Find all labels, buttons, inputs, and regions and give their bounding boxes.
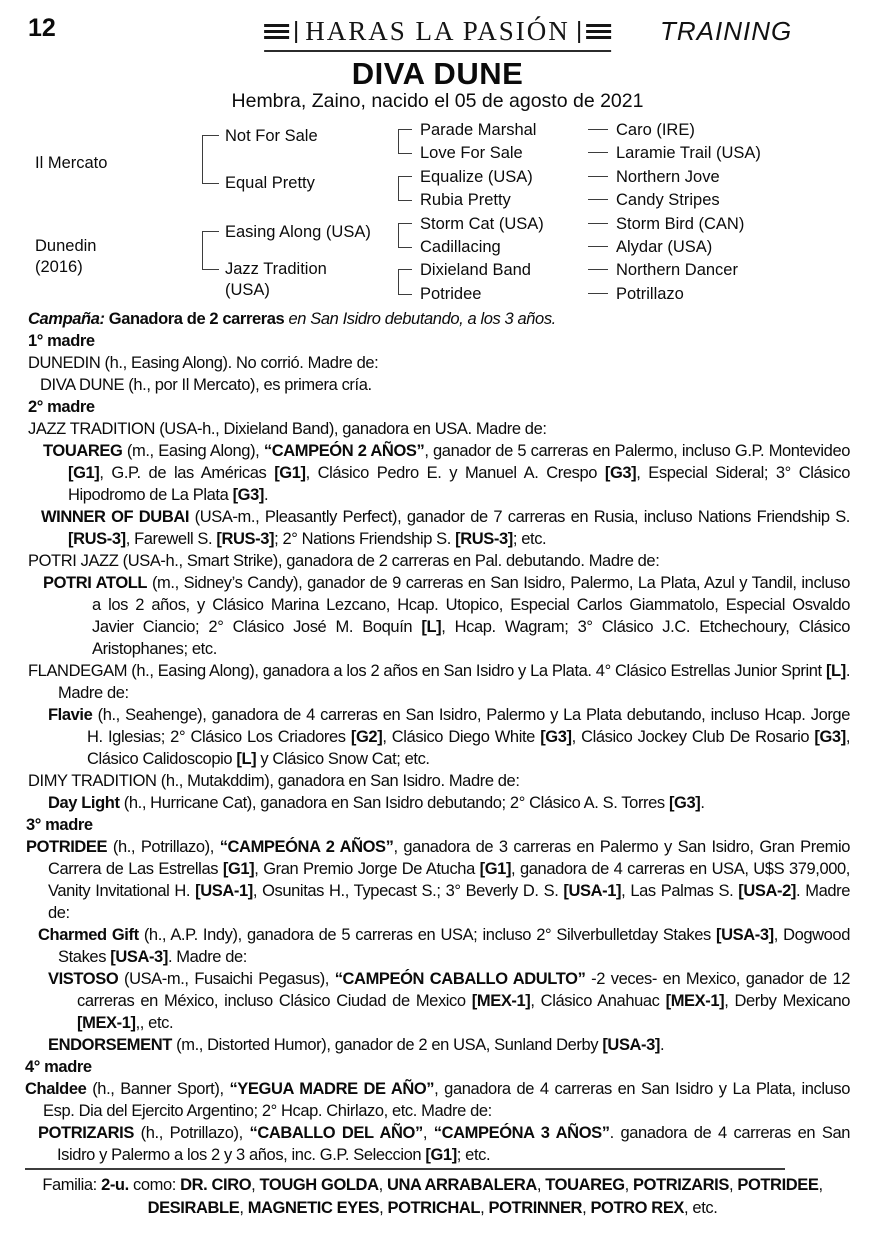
note-paragraph-flandegam xyxy=(0,660,875,704)
gen3-bracket-icon xyxy=(398,129,412,154)
note-paragraph-chaldee xyxy=(0,1078,875,1122)
note-paragraph-endorsement xyxy=(0,1034,875,1056)
text-segment: 3° madre xyxy=(26,816,93,834)
text-segment: . Madre de: xyxy=(58,662,850,702)
text-segment: (h., Banner Sport), xyxy=(86,1080,230,1098)
text-segment: Day Light xyxy=(48,794,120,812)
gen4-dash-icon xyxy=(588,223,608,224)
text-segment: [G1] xyxy=(68,464,100,482)
text-segment: DUNEDIN (h., Easing Along). No corrió. Madre de: xyxy=(28,354,379,372)
text-segment: [G3] xyxy=(814,728,846,746)
pedigree-name-gen3: Equalize (USA) xyxy=(420,167,533,186)
pedigree-name-line: Easing Along (USA) xyxy=(225,223,371,241)
note-paragraph-madre-2-header xyxy=(0,396,875,418)
pedigree-name-gen4: Alydar (USA) xyxy=(616,238,713,256)
pedigree-name-line: (USA) xyxy=(225,281,270,299)
text-segment: [G1] xyxy=(222,860,255,878)
text-segment: Flavie xyxy=(48,706,93,724)
note-paragraph-jazz-tradition xyxy=(0,418,875,440)
text-segment: “CAMPEÓN 2 AÑOS” xyxy=(263,442,425,460)
text-segment: , Farewell S. xyxy=(125,530,217,548)
text-segment: [RUS-3] xyxy=(216,530,275,548)
text-segment: , ganadora de 4 carreras en USA, U$S 379,000, Vanity Invitational H. xyxy=(48,860,850,900)
text-segment: ENDORSEMENT xyxy=(48,1036,172,1054)
text-segment: [USA-2] xyxy=(738,882,796,900)
pedigree-name-gen3: Love For Sale xyxy=(420,144,523,163)
text-segment: DIMY TRADITION (h., Mutakddim), ganadora en San Isidro. Madre de: xyxy=(28,772,520,790)
pedigree-name-gen2 xyxy=(225,222,371,243)
text-segment: [G1] xyxy=(274,464,306,482)
note-paragraph-day-light xyxy=(0,792,875,814)
text-segment: . Madre de: xyxy=(48,882,850,922)
text-segment: , xyxy=(239,1199,248,1217)
pedigree-name-gen1 xyxy=(35,236,96,278)
text-segment: [G1] xyxy=(425,1146,457,1164)
text-segment: , xyxy=(728,1176,738,1194)
text-segment: , xyxy=(251,1176,260,1194)
text-segment: [USA-3] xyxy=(602,1036,661,1054)
pedigree-name-gen1 xyxy=(35,153,107,174)
pedigree-name-gen3: Storm Cat (USA) xyxy=(420,214,544,233)
note-paragraph-diva-dune xyxy=(0,374,875,396)
text-segment: , xyxy=(624,1176,634,1194)
text-segment: POTRICHAL xyxy=(387,1199,481,1217)
text-segment: JAZZ TRADITION (USA-h., Dixieland Band), ganadora en USA. Madre de: xyxy=(28,420,547,438)
text-segment: POTRINNER xyxy=(488,1199,583,1217)
text-segment: POTRIDEE xyxy=(26,838,108,856)
text-segment: “CAMPEÓN CABALLO ADULTO” xyxy=(334,970,586,988)
text-segment: POTRO REX xyxy=(590,1199,685,1217)
text-segment: 2-u. xyxy=(101,1176,129,1194)
text-segment: [L] xyxy=(236,750,257,768)
logo-vbar-left-icon xyxy=(295,21,298,43)
text-segment: (h., Potrillazo), xyxy=(133,1124,250,1142)
note-paragraph-touareg xyxy=(0,440,875,506)
pedigree-name-gen4: Storm Bird (CAN) xyxy=(616,214,745,233)
text-segment: . xyxy=(700,794,705,812)
text-segment: ; etc. xyxy=(512,530,547,548)
text-segment: [USA-3] xyxy=(716,926,774,944)
text-segment: , Las Palmas S. xyxy=(621,882,739,900)
pedigree-name-gen4: Laramie Trail (USA) xyxy=(616,144,761,163)
text-segment: , xyxy=(818,1176,823,1194)
text-segment: VISTOSO xyxy=(48,970,119,988)
pedigree-name-gen4: Potrillazo xyxy=(616,284,684,303)
text-segment: , ganadora de 4 carreras en San Isidro y La Plata, incluso Esp. Dia del Ejercito Argentino; 2° Hcap. Chirlazo, etc. Madre de: xyxy=(43,1080,850,1120)
note-paragraph-potridee xyxy=(0,836,875,924)
gen3-bracket-icon xyxy=(398,223,412,248)
text-segment: [G3] xyxy=(232,486,264,504)
note-paragraph-potri-jazz xyxy=(0,550,875,572)
pedigree-name-line: Il Mercato xyxy=(35,154,108,172)
note-paragraph-madre-1-header xyxy=(0,330,875,352)
text-segment: , ganadora de 3 carreras en Palermo y San Isidro, Gran Premio Carrera de Las Estrellas xyxy=(48,838,850,878)
logo-vbar-right-icon xyxy=(578,21,581,43)
text-segment: POTRI ATOLL xyxy=(43,574,148,592)
pedigree-name-line: Equal Pretty xyxy=(225,174,315,192)
note-paragraph-vistoso xyxy=(0,968,875,1034)
note-paragraph-campana xyxy=(0,308,875,330)
pedigree-name-gen3: Rubia Pretty xyxy=(420,191,511,210)
text-segment: DESIRABLE xyxy=(147,1199,240,1217)
text-segment: en San Isidro debutando, a los 3 años. xyxy=(288,310,556,328)
text-segment: . xyxy=(263,486,269,504)
text-segment: , xyxy=(480,1199,489,1217)
text-segment: , etc. xyxy=(684,1199,718,1217)
text-segment: , xyxy=(422,1124,434,1142)
page-number: 12 xyxy=(28,14,56,42)
text-segment: DR. CIRO xyxy=(180,1176,252,1194)
text-segment: POTRIDEE xyxy=(737,1176,819,1194)
text-segment: , xyxy=(378,1176,387,1194)
pedigree-name-gen3: Parade Marshal xyxy=(420,121,537,139)
note-paragraph-potrizaris xyxy=(0,1122,875,1166)
text-segment: , Dogwood Stakes xyxy=(58,926,850,966)
text-segment: (m., Easing Along), xyxy=(122,442,264,460)
gen3-bracket-icon xyxy=(398,176,412,201)
note-paragraph-winner-of-dubai xyxy=(0,506,875,550)
horse-name-title: DIVA DUNE xyxy=(351,56,524,91)
text-segment: (m., Sidney’s Candy), ganador de 9 carreras en San Isidro, Palermo, La Plata, Azul y Tandil, incluso a los 2 años, y Clásico Marina Lezcano, Hcap. Utopico, Especial Carlos Giammatolo, Especial Osvaldo Javier Ciancio; 2° Clásico José M. Boquín xyxy=(92,574,850,636)
text-segment: Chaldee xyxy=(25,1080,87,1098)
text-segment: (h., Seahenge), ganadora de 4 carreras en San Isidro, Palermo y La Plata debutando, incluso Hcap. Jorge H. Iglesias; 2° Clásico Los Criadores xyxy=(87,706,850,746)
text-segment: [G1] xyxy=(479,860,512,878)
text-segment: , Clásico Anahuac xyxy=(530,992,666,1010)
text-segment: DIVA DUNE (h., por Il Mercato), es primera cría. xyxy=(40,376,372,394)
text-segment: . Madre de: xyxy=(167,948,247,966)
text-segment: ; etc. xyxy=(456,1146,491,1164)
pedigree-name-gen3: Potridee xyxy=(420,284,482,303)
text-segment: 4° madre xyxy=(25,1058,92,1076)
text-segment: Ganadora de 2 carreras xyxy=(108,310,289,328)
gen4-dash-icon xyxy=(588,152,608,153)
text-segment: . ganadora de 4 carreras en San Isidro y Palermo a los 2 y 3 años, inc. G.P. Seleccion xyxy=(57,1124,851,1164)
text-segment: (h., Hurricane Cat), ganadora en San Isidro debutando; 2° Clásico A. S. Torres xyxy=(119,794,669,812)
note-paragraph-charmed-gift xyxy=(0,924,875,968)
text-segment: [RUS-3] xyxy=(455,530,513,548)
text-segment: , Clásico Pedro E. y Manuel A. Crespo xyxy=(305,464,605,482)
text-segment: (USA-m., Fusaichi Pegasus), xyxy=(118,970,335,988)
gen4-dash-icon xyxy=(588,129,608,130)
gen3-bracket-icon xyxy=(398,269,412,294)
text-segment: , G.P. de las Américas xyxy=(99,464,275,482)
gen2-bracket-icon xyxy=(202,135,219,184)
text-segment: , Gran Premio Jorge De Atucha xyxy=(254,860,480,878)
text-segment: (h., Potrillazo), xyxy=(107,838,220,856)
text-segment: ; 2° Nations Friendship S. xyxy=(274,530,456,548)
text-segment: [RUS-3] xyxy=(68,530,126,548)
text-segment: (h., A.P. Indy), ganadora de 5 carreras en USA; incluso 2° Silverbulletday Stakes xyxy=(138,926,717,944)
pedigree-name-gen4: Northern Jove xyxy=(616,167,720,186)
text-segment: y Clásico Snow Cat; etc. xyxy=(256,750,430,768)
text-segment: , Clásico Jockey Club De Rosario xyxy=(571,728,815,746)
text-segment: [L] xyxy=(825,662,846,680)
text-segment: [MEX-1] xyxy=(471,992,531,1010)
pedigree-name-gen3: Dixieland Band xyxy=(420,261,531,280)
pedigree-name-gen2 xyxy=(225,126,318,147)
text-segment: Familia: xyxy=(42,1176,102,1194)
text-segment: “CAMPEÓNA 2 AÑOS” xyxy=(219,838,394,856)
text-segment: WINNER OF DUBAI xyxy=(41,508,190,526)
text-segment: , Clásico Diego White xyxy=(382,728,541,746)
text-segment: [USA-1] xyxy=(563,882,622,900)
text-segment: , Hcap. Wagram; 3° Clásico J.C. Etchechoury, Clásico Aristophanes; etc. xyxy=(92,618,850,658)
family-line xyxy=(25,1174,840,1220)
text-segment: (USA-m., Pleasantly Perfect), ganador de 7 carreras en Rusia, incluso Nations Friendship S. xyxy=(189,508,850,526)
brand-name: HARAS LA PASIÓN xyxy=(305,16,570,46)
text-segment: , xyxy=(536,1176,546,1194)
gen4-dash-icon xyxy=(588,199,608,200)
pedigree-name-line: Jazz Tradition xyxy=(225,260,327,278)
text-segment: [MEX-1] xyxy=(77,1014,136,1032)
text-segment: POTRIZARIS xyxy=(38,1124,134,1142)
text-segment: TOUGH GOLDA xyxy=(259,1176,379,1194)
pedigree-name-line: Dunedin xyxy=(35,237,97,255)
pedigree-tree xyxy=(0,116,875,312)
text-segment: 2° madre xyxy=(28,398,95,416)
text-segment: “CAMPEÓNA 3 AÑOS” xyxy=(433,1124,610,1142)
pedigree-notes xyxy=(0,308,875,1166)
text-segment: TOUAREG xyxy=(43,442,123,460)
text-segment: , ganador de 5 carreras en Palermo, incluso G.P. Montevideo xyxy=(424,442,850,460)
family-divider-rule xyxy=(25,1168,785,1170)
text-segment: MAGNETIC EYES xyxy=(247,1199,380,1217)
text-segment: Charmed Gift xyxy=(38,926,139,944)
note-paragraph-madre-3-header xyxy=(0,814,875,836)
text-segment: “CABALLO DEL AÑO” xyxy=(249,1124,423,1142)
text-segment: ,, etc. xyxy=(135,1014,174,1032)
pedigree-name-gen2 xyxy=(225,259,327,301)
text-segment: 1° madre xyxy=(28,332,95,350)
pedigree-name-gen4: Candy Stripes xyxy=(616,191,720,210)
session-label: TRAINING xyxy=(660,16,793,46)
text-segment: [G2] xyxy=(350,728,383,746)
horse-description: Hembra, Zaino, nacido el 05 de agosto de 2021 xyxy=(231,90,644,112)
text-segment: , Clásico Calidoscopio xyxy=(87,728,850,768)
pedigree-name-gen4: Northern Dancer xyxy=(616,261,738,280)
text-segment: [USA-3] xyxy=(110,948,168,966)
pedigree-name-line: Not For Sale xyxy=(225,127,318,145)
logo-bars-right-icon xyxy=(586,24,611,39)
text-segment: . xyxy=(660,1036,665,1054)
text-segment: , Osunitas H., Typecast S.; 3° Beverly D. S. xyxy=(252,882,564,900)
text-segment: -2 veces- en Mexico, ganador de 12 carreras en México, incluso Clásico Ciudad de Mexico xyxy=(77,970,851,1010)
text-segment: [MEX-1] xyxy=(665,992,725,1010)
text-segment: (m., Distorted Humor), ganador de 2 en USA, Sunland Derby xyxy=(171,1036,603,1054)
text-segment: [G3] xyxy=(540,728,572,746)
text-segment: POTRIZARIS xyxy=(633,1176,729,1194)
note-paragraph-potri-atoll xyxy=(0,572,875,660)
text-segment: POTRI JAZZ (USA-h., Smart Strike), ganadora de 2 carreras en Pal. debutando. Madre de: xyxy=(28,552,660,570)
text-segment: como: xyxy=(128,1176,181,1194)
note-paragraph-dunedin xyxy=(0,352,875,374)
brand-logo xyxy=(264,16,612,52)
text-segment: TOUAREG xyxy=(545,1176,625,1194)
note-paragraph-flavie xyxy=(0,704,875,770)
text-segment: [L] xyxy=(421,618,442,636)
pedigree-name-gen3: Cadillacing xyxy=(420,238,501,256)
gen4-dash-icon xyxy=(588,246,608,247)
logo-bars-left-icon xyxy=(264,24,289,39)
text-segment: UNA ARRABALERA xyxy=(386,1176,537,1194)
text-segment: [USA-1] xyxy=(195,882,253,900)
text-segment: “YEGUA MADRE DE AÑO” xyxy=(229,1080,435,1098)
text-segment: , Derby Mexicano xyxy=(724,992,851,1010)
pedigree-name-line: (2016) xyxy=(35,258,83,276)
text-segment: [G3] xyxy=(668,794,701,812)
text-segment: , Especial Sideral; 3° Clásico Hipodromo de La Plata xyxy=(68,464,850,504)
text-segment: , xyxy=(379,1199,388,1217)
text-segment: , xyxy=(582,1199,591,1217)
text-segment: Campaña: xyxy=(28,310,109,328)
note-paragraph-dimy-tradition xyxy=(0,770,875,792)
gen4-dash-icon xyxy=(588,269,608,270)
note-paragraph-madre-4-header xyxy=(0,1056,875,1078)
text-segment: FLANDEGAM (h., Easing Along), ganadora a los 2 años en San Isidro y La Plata. 4° Clásico Estrellas Junior Sprint xyxy=(28,662,826,680)
pedigree-name-gen4: Caro (IRE) xyxy=(616,121,695,139)
logo-underline xyxy=(264,50,612,52)
pedigree-name-gen2 xyxy=(225,173,315,194)
gen2-bracket-icon xyxy=(202,231,219,270)
gen4-dash-icon xyxy=(588,176,608,177)
gen4-dash-icon xyxy=(588,293,608,294)
text-segment: [G3] xyxy=(604,464,637,482)
